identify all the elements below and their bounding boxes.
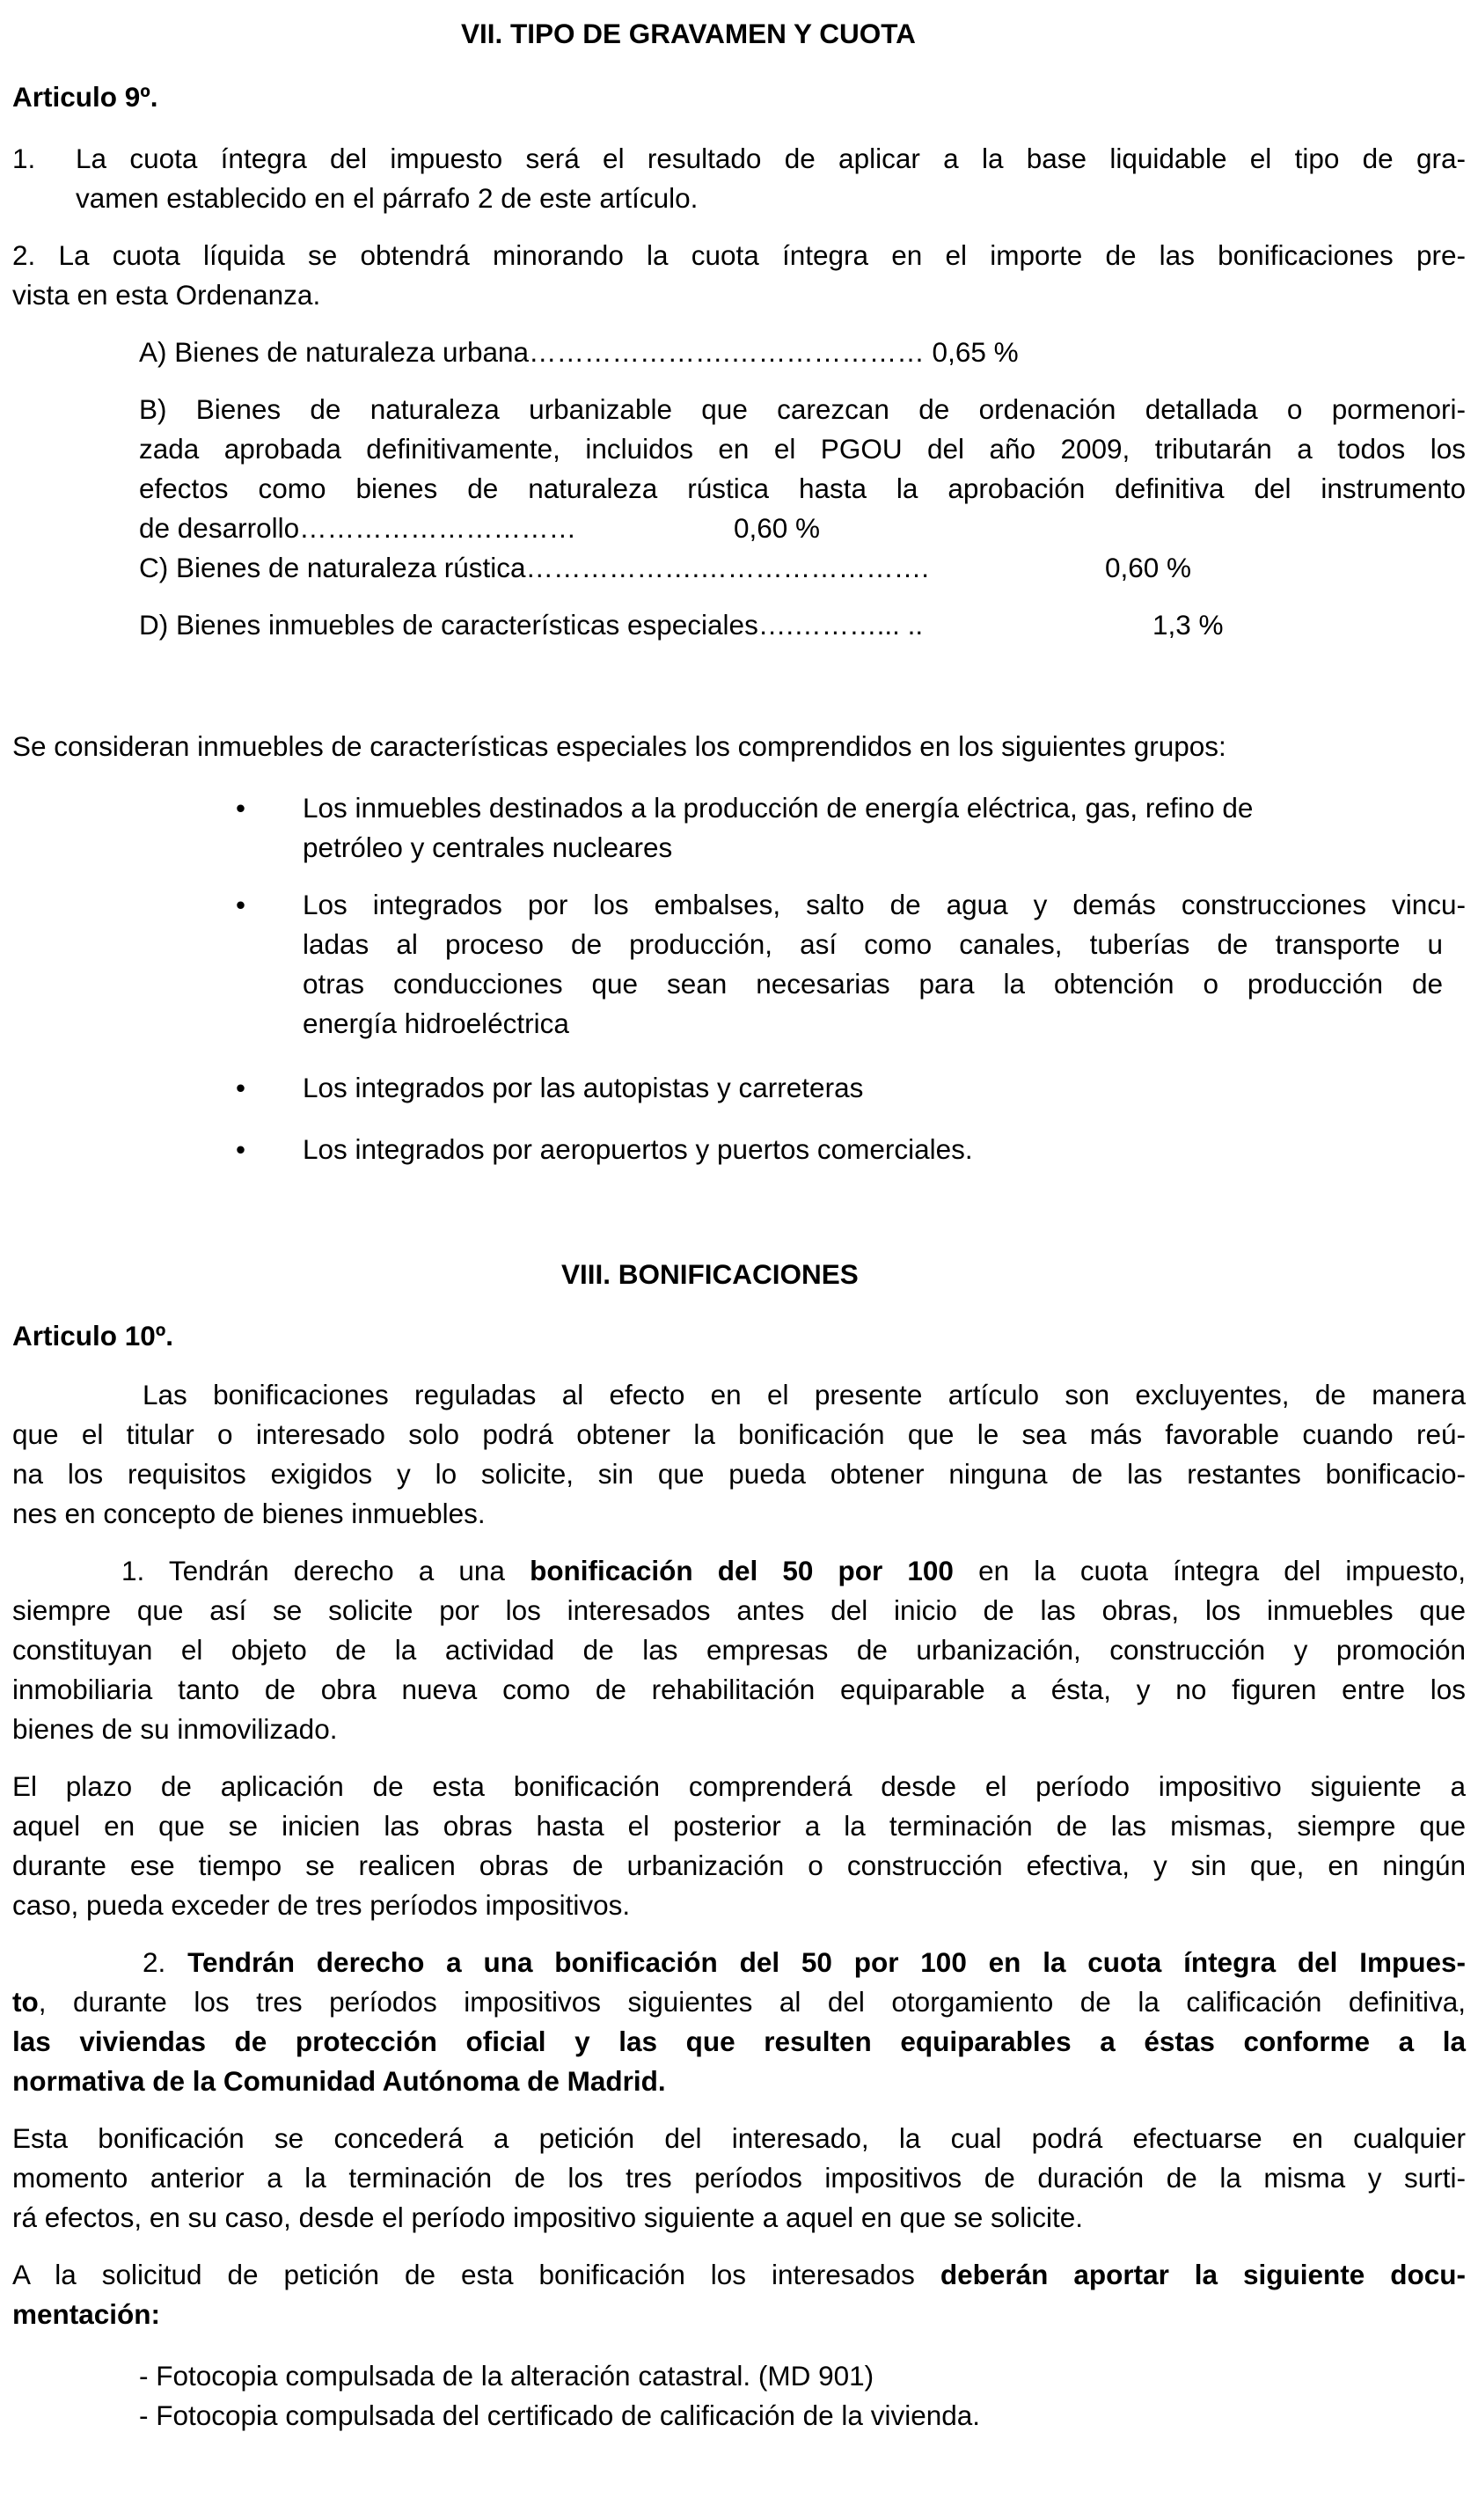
paragraph-line: aquel en que se inicien las obras hasta el posterior a la terminación de las mismas, siempre que: [12, 1810, 1466, 1842]
emphasis: deberán aportar la siguiente docu-: [940, 2259, 1466, 2290]
list-item-line: Los integrados por los embalses, salto de agua y demás construcciones vincu-: [303, 889, 1466, 920]
list-item-line: petróleo y centrales nucleares: [303, 831, 673, 863]
paragraph-line: mentación:: [12, 2298, 161, 2330]
bullet-icon: •: [236, 1072, 246, 1103]
list-item-line: otras conducciones que sean necesarias para la obtención o producción de: [303, 968, 1443, 1000]
rate-d-value: 1,3 %: [1152, 609, 1224, 641]
rate-b-line: de desarrollo…………………………: [139, 512, 577, 544]
bullet-icon: •: [236, 889, 246, 920]
text-run: en la cuota íntegra del impuesto,: [953, 1555, 1466, 1586]
text-run: , durante los tres períodos impositivos siguientes al del otorgamiento de la calificación definitiva,: [38, 1986, 1466, 2018]
bullet-icon: •: [236, 1133, 246, 1165]
emphasis: bonificación del 50 por 100: [530, 1555, 954, 1586]
paragraph-line: nes en concepto de bienes inmuebles.: [12, 1498, 486, 1529]
emphasis: Tendrán derecho a una bonificación del 50 por 100 en la cuota íntegra del Impues-: [187, 1946, 1466, 1978]
section-heading-8: VIII. BONIFICACIONES: [561, 1258, 859, 1290]
rate-b-line: B) Bienes de naturaleza urbanizable que carezcan de ordenación detallada o pormenori-: [139, 393, 1466, 425]
rate-b-line: zada aprobada definitivamente, incluidos en el PGOU del año 2009, tributarán a todos los: [139, 433, 1466, 465]
paragraph-line: 2. La cuota líquida se obtendrá minorando la cuota íntegra en el importe de las bonificaciones pre-: [12, 239, 1466, 271]
article-9-title: Articulo 9º.: [12, 81, 158, 113]
rate-d: D) Bienes inmuebles de características especiales….………... ..: [139, 609, 924, 641]
paragraph-line: que el titular o interesado solo podrá obtener la bonificación que le sea más favorable cuando reú-: [12, 1418, 1466, 1450]
paragraph-line: vista en esta Ordenanza.: [12, 279, 321, 311]
paragraph-line: las viviendas de protección oficial y las que resulten equiparables a éstas conforme a la: [12, 2026, 1466, 2057]
paragraph-line: normativa de la Comunidad Autónoma de Madrid.: [12, 2065, 666, 2097]
list-item-line: energía hidroeléctrica: [303, 1007, 569, 1039]
paragraph-line: [143, 1943, 1466, 1982]
paragraph-line: na los requisitos exigidos y lo solicite, sin que pueda obtener ninguna de las restantes bonificacio-: [12, 1458, 1466, 1490]
paragraph-line: constituyan el objeto de la actividad de las empresas de urbanización, construcción y promoción: [12, 1634, 1466, 1666]
list-item: Los integrados por las autopistas y carreteras: [303, 1072, 864, 1103]
text-run: 2.: [143, 1946, 188, 1978]
rate-c: C) Bienes de naturaleza rústica……………….…………………….: [139, 552, 929, 583]
rate-b-value: 0,60 %: [734, 512, 821, 544]
paragraph-line: rá efectos, en su caso, desde el período impositivo siguiente a aquel en que se solicite.: [12, 2201, 1083, 2233]
paragraph-line: La cuota íntegra del impuesto será el resultado de aplicar a la base liquidable el tipo de gra-: [76, 143, 1466, 174]
list-item: Los integrados por aeropuertos y puertos comerciales.: [303, 1133, 973, 1165]
paragraph-line: caso, pueda exceder de tres períodos impositivos.: [12, 1889, 631, 1921]
special-properties-intro: Se consideran inmuebles de características especiales los comprendidos en los siguientes grupos:: [12, 730, 1226, 762]
section-heading-7: VII. TIPO DE GRAVAMEN Y CUOTA: [461, 18, 916, 49]
rate-c-value: 0,60 %: [1105, 552, 1192, 583]
paragraph-line: El plazo de aplicación de esta bonificación comprenderá desde el período impositivo siguiente a: [12, 1770, 1466, 1802]
paragraph-line: momento anterior a la terminación de los tres períodos impositivos de duración de la misma y surti-: [12, 2162, 1466, 2194]
text-run: 1. Tendrán derecho a una: [121, 1555, 530, 1586]
paragraph-line: [121, 1551, 1466, 1591]
document-item: - Fotocopia compulsada del certificado de calificación de la vivienda.: [139, 2399, 981, 2431]
paragraph-line: bienes de su inmovilizado.: [12, 1713, 338, 1745]
paragraph-number: 1.: [12, 143, 36, 174]
paragraph-line: durante ese tiempo se realicen obras de urbanización o construcción efectiva, y sin que, en ningún: [12, 1850, 1466, 1881]
rate-a: A) Bienes de naturaleza urbana………………….………………… 0,65 %: [139, 336, 1019, 368]
article-10-title: Articulo 10º.: [12, 1320, 174, 1352]
rate-b-line: efectos como bienes de naturaleza rústica hasta la aprobación definitiva del instrumento: [139, 472, 1466, 504]
list-item-line: ladas al proceso de producción, así como canales, tuberías de transporte u: [303, 928, 1443, 960]
paragraph-line: inmobiliaria tanto de obra nueva como de rehabilitación equiparable a ésta, y no figuren entre los: [12, 1674, 1466, 1705]
text-run: A la solicitud de petición de esta bonificación los interesados: [12, 2259, 940, 2290]
list-item-line: Los inmuebles destinados a la producción de energía eléctrica, gas, refino de: [303, 792, 1254, 824]
paragraph-line: [12, 1982, 1466, 2022]
paragraph-line: siempre que así se solicite por los interesados antes del inicio de las obras, los inmuebles que: [12, 1594, 1466, 1626]
paragraph-line: vamen establecido en el párrafo 2 de este artículo.: [76, 182, 699, 214]
document-item: - Fotocopia compulsada de la alteración catastral. (MD 901): [139, 2360, 874, 2392]
emphasis: to: [12, 1986, 39, 2018]
paragraph-line: [12, 2255, 1466, 2295]
paragraph-line: Esta bonificación se concederá a petición del interesado, la cual podrá efectuarse en cualquier: [12, 2122, 1466, 2154]
bullet-icon: •: [236, 792, 246, 824]
paragraph-line: Las bonificaciones reguladas al efecto en el presente artículo son excluyentes, de manera: [143, 1379, 1466, 1410]
